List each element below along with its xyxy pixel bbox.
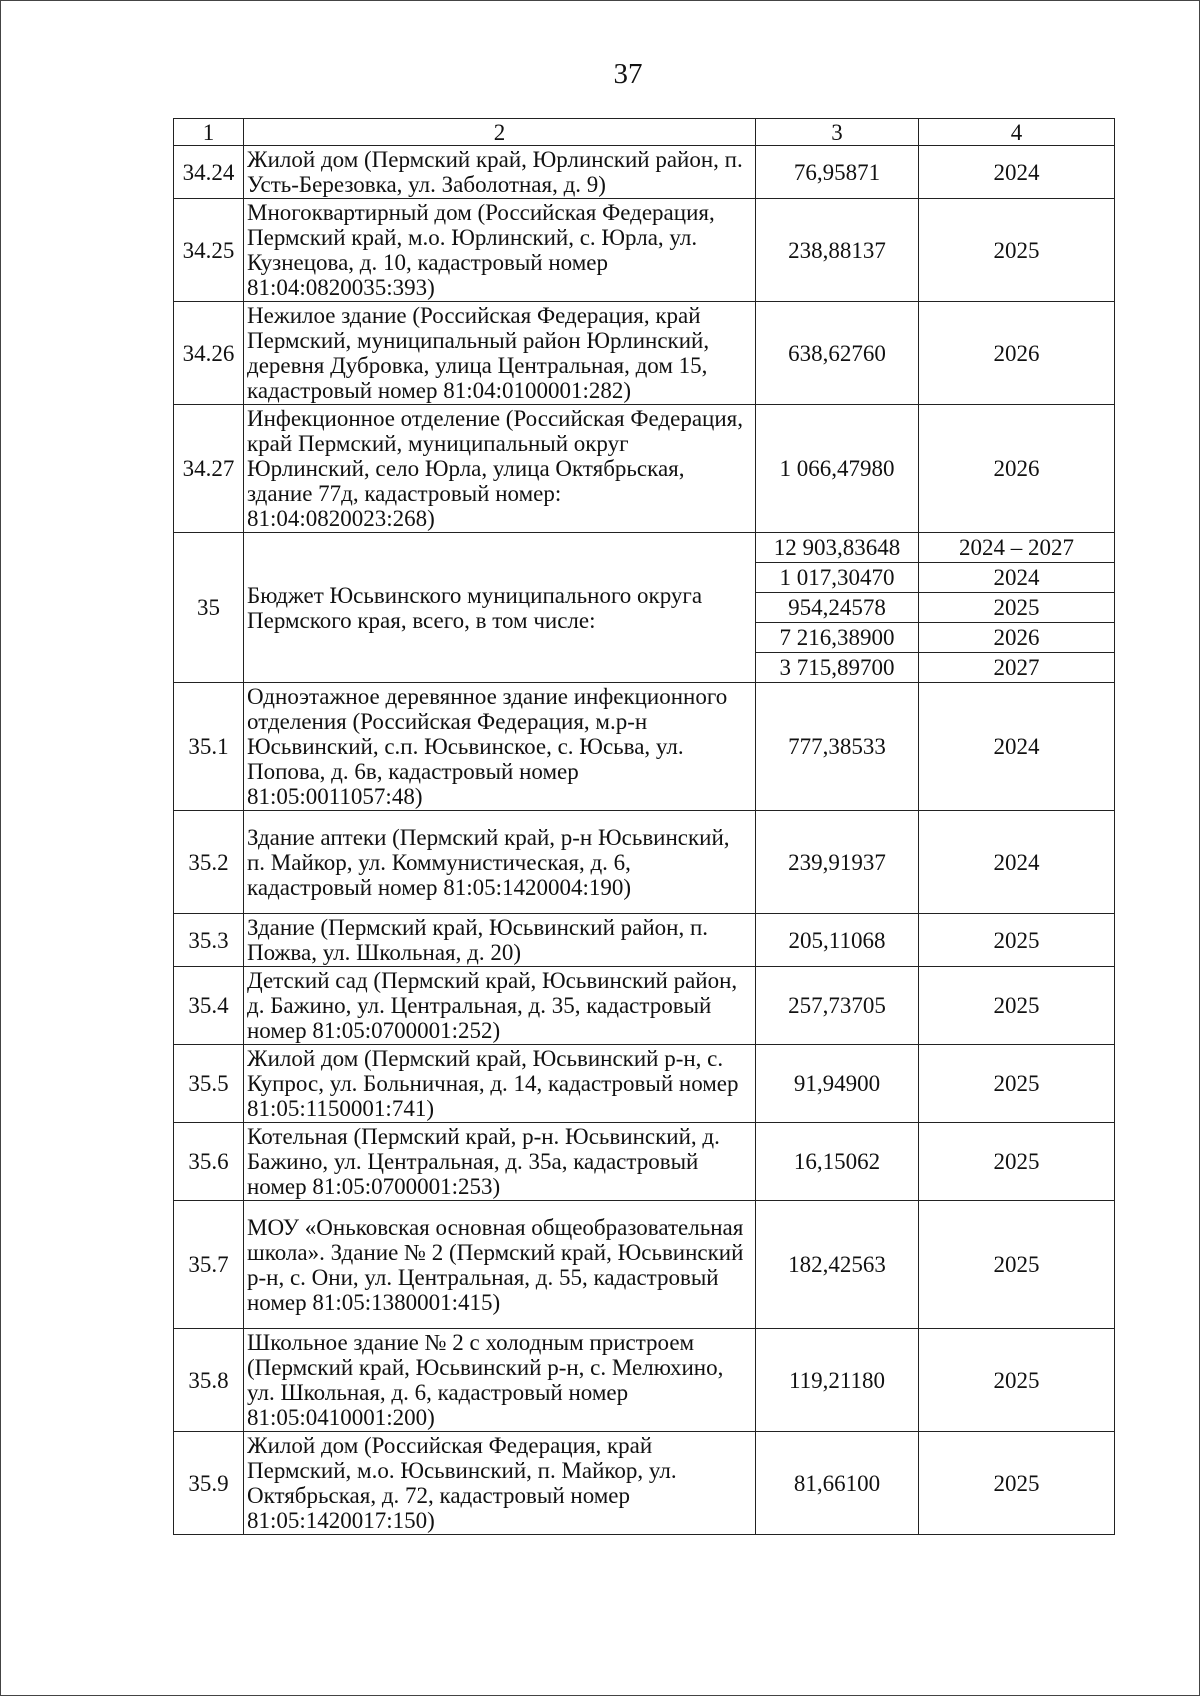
header-col-3: 3 <box>756 119 919 146</box>
row-number: 34.26 <box>174 302 244 405</box>
table-row <box>174 1123 1115 1201</box>
row-description: Жилой дом (Российская Федерация, край Пермский, м.о. Юсьвинский, п. Майкор, ул. Октябрьская, д. 72, кадастровый номер 81:05:1420017:150) <box>244 1432 756 1535</box>
budget-amount: 954,24578 <box>756 593 919 623</box>
table-row <box>174 405 1115 533</box>
table-row <box>174 302 1115 405</box>
row-description: Детский сад (Пермский край, Юсьвинский район, д. Бажино, ул. Центральная, д. 35, кадастровый номер 81:05:0700001:252) <box>244 967 756 1045</box>
budget-amount-total: 12 903,83648 <box>756 533 919 563</box>
table-row <box>174 146 1115 199</box>
header-col-2: 2 <box>244 119 756 146</box>
budget-amount: 3 715,89700 <box>756 653 919 683</box>
row-amount: 239,91937 <box>756 811 919 914</box>
page-number: 37 <box>613 58 643 90</box>
row-number: 34.24 <box>174 146 244 199</box>
row-description: Одноэтажное деревянное здание инфекционного отделения (Российская Федерация, м.р-н Юсьвинский, с.п. Юсьвинское, с. Юсьва, ул. Попова, д. 6в, кадастровый номер 81:05:0011057:48) <box>244 683 756 811</box>
row-amount: 238,88137 <box>756 199 919 302</box>
row-amount: 91,94900 <box>756 1045 919 1123</box>
row-number: 35.1 <box>174 683 244 811</box>
data-table <box>173 118 1115 1535</box>
row-description: Многоквартирный дом (Российская Федерация, Пермский край, м.о. Юрлинский, с. Юрла, ул. Кузнецова, д. 10, кадастровый номер 81:04:0820035:393) <box>244 199 756 302</box>
row-description: Школьное здание № 2 с холодным пристроем (Пермский край, Юсьвинский р-н, с. Мелюхино, ул. Школьная, д. 6, кадастровый номер 81:05:0410001:200) <box>244 1329 756 1432</box>
row-number: 35.8 <box>174 1329 244 1432</box>
budget-description: Бюджет Юсьвинского муниципального округа Пермского края, всего, в том числе: <box>244 533 756 683</box>
row-amount: 638,62760 <box>756 302 919 405</box>
row-description: Инфекционное отделение (Российская Федерация, край Пермский, муниципальный округ Юрлинский, село Юрла, улица Октябрьская, здание 77д, кадастровый номер: 81:04:0820023:268) <box>244 405 756 533</box>
row-number: 35.3 <box>174 914 244 967</box>
table-row <box>174 1432 1115 1535</box>
budget-number: 35 <box>174 533 244 683</box>
row-year: 2025 <box>919 967 1115 1045</box>
row-description: МОУ «Оньковская основная общеобразовательная школа». Здание № 2 (Пермский край, Юсьвинский р-н, с. Они, ул. Центральная, д. 55, кадастровый номер 81:05:1380001:415) <box>244 1201 756 1329</box>
row-number: 35.2 <box>174 811 244 914</box>
row-year: 2025 <box>919 1432 1115 1535</box>
budget-year: 2026 <box>919 623 1115 653</box>
budget-year-total: 2024 – 2027 <box>919 533 1115 563</box>
table-row <box>174 1329 1115 1432</box>
header-col-1: 1 <box>174 119 244 146</box>
row-amount: 1 066,47980 <box>756 405 919 533</box>
row-amount: 257,73705 <box>756 967 919 1045</box>
table-row <box>174 967 1115 1045</box>
table-row <box>174 914 1115 967</box>
table-row <box>174 811 1115 914</box>
row-number: 35.7 <box>174 1201 244 1329</box>
row-year: 2024 <box>919 811 1115 914</box>
row-number: 35.4 <box>174 967 244 1045</box>
row-amount: 182,42563 <box>756 1201 919 1329</box>
row-year: 2025 <box>919 199 1115 302</box>
row-year: 2025 <box>919 1201 1115 1329</box>
row-amount: 119,21180 <box>756 1329 919 1432</box>
row-number: 35.6 <box>174 1123 244 1201</box>
row-year: 2025 <box>919 1045 1115 1123</box>
table-row <box>174 1045 1115 1123</box>
budget-amount: 1 017,30470 <box>756 563 919 593</box>
table-row <box>174 1201 1115 1329</box>
row-year: 2025 <box>919 1329 1115 1432</box>
row-year: 2024 <box>919 146 1115 199</box>
row-number: 34.25 <box>174 199 244 302</box>
row-amount: 76,95871 <box>756 146 919 199</box>
row-description: Жилой дом (Пермский край, Юрлинский район, п. Усть-Березовка, ул. Заболотная, д. 9) <box>244 146 756 199</box>
row-year: 2025 <box>919 1123 1115 1201</box>
table-row <box>174 199 1115 302</box>
row-year: 2025 <box>919 914 1115 967</box>
row-amount: 16,15062 <box>756 1123 919 1201</box>
row-year: 2026 <box>919 302 1115 405</box>
row-description: Нежилое здание (Российская Федерация, край Пермский, муниципальный район Юрлинский, деревня Дубровка, улица Центральная, дом 15, кадастровый номер 81:04:0100001:282) <box>244 302 756 405</box>
row-description: Жилой дом (Пермский край, Юсьвинский р-н, с. Купрос, ул. Больничная, д. 14, кадастровый номер 81:05:1150001:741) <box>244 1045 756 1123</box>
row-number: 35.5 <box>174 1045 244 1123</box>
row-number: 35.9 <box>174 1432 244 1535</box>
table-row <box>174 683 1115 811</box>
row-description: Котельная (Пермский край, р-н. Юсьвинский, д. Бажино, ул. Центральная, д. 35а, кадастровый номер 81:05:0700001:253) <box>244 1123 756 1201</box>
row-description: Здание аптеки (Пермский край, р-н Юсьвинский, п. Майкор, ул. Коммунистическая, д. 6, кадастровый номер 81:05:1420004:190) <box>244 811 756 914</box>
budget-amount: 7 216,38900 <box>756 623 919 653</box>
row-amount: 205,11068 <box>756 914 919 967</box>
row-year: 2026 <box>919 405 1115 533</box>
header-row <box>174 119 1115 146</box>
budget-year: 2024 <box>919 563 1115 593</box>
budget-year: 2025 <box>919 593 1115 623</box>
row-number: 34.27 <box>174 405 244 533</box>
row-year: 2024 <box>919 683 1115 811</box>
budget-year: 2027 <box>919 653 1115 683</box>
row-amount: 81,66100 <box>756 1432 919 1535</box>
row-description: Здание (Пермский край, Юсьвинский район, п. Пожва, ул. Школьная, д. 20) <box>244 914 756 967</box>
row-amount: 777,38533 <box>756 683 919 811</box>
budget-row <box>174 533 1115 563</box>
header-col-4: 4 <box>919 119 1115 146</box>
